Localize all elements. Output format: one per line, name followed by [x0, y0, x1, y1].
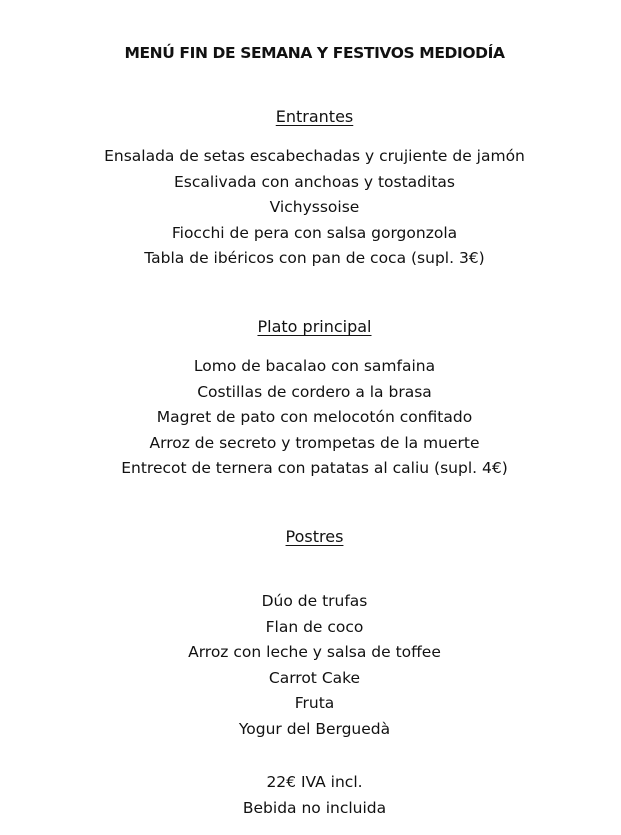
menu-item: Fruta	[294, 694, 335, 712]
menu-item: Magret de pato con melocotón confitado	[156, 408, 473, 426]
section-heading-postres: Postres	[285, 527, 344, 546]
menu-item: Dúo de trufas	[261, 592, 368, 610]
menu-item: Lomo de bacalao con samfaina	[193, 357, 436, 375]
menu-item: Flan de coco	[265, 617, 364, 636]
section-heading-plato-principal: Plato principal	[257, 317, 372, 336]
menu-footer	[0, 770, 621, 821]
menu-title: MENÚ FIN DE SEMANA Y FESTIVOS MEDIODÍA	[124, 44, 505, 62]
menu-item: Costillas de cordero a la brasa	[197, 382, 432, 401]
price-text: 22€ IVA incl.	[266, 773, 363, 791]
postres-list	[0, 589, 621, 742]
entrantes-list	[0, 144, 621, 272]
section-heading-entrantes: Entrantes	[275, 107, 354, 126]
menu-item: Arroz de secreto y trompetas de la muerte	[149, 433, 480, 452]
menu-item: Carrot Cake	[268, 668, 361, 687]
menu-item: Vichyssoise	[269, 198, 360, 216]
drinks-note: Bebida no incluida	[242, 798, 387, 817]
menu-item: Entrecot de ternera con patatas al caliu (supl. 4€)	[121, 459, 508, 477]
menu-item: Fiocchi de pera con salsa gorgonzola	[171, 223, 458, 242]
menu-item: Escalivada con anchoas y tostaditas	[174, 172, 455, 191]
menu-item: Yogur del Berguedà	[238, 719, 391, 738]
plato-principal-list	[0, 354, 621, 482]
menu-item: Arroz con leche y salsa de toffee	[188, 643, 441, 661]
menu-item: Tabla de ibéricos con pan de coca (supl. 3€)	[144, 249, 485, 267]
menu-item: Ensalada de setas escabechadas y crujiente de jamón	[104, 147, 525, 165]
